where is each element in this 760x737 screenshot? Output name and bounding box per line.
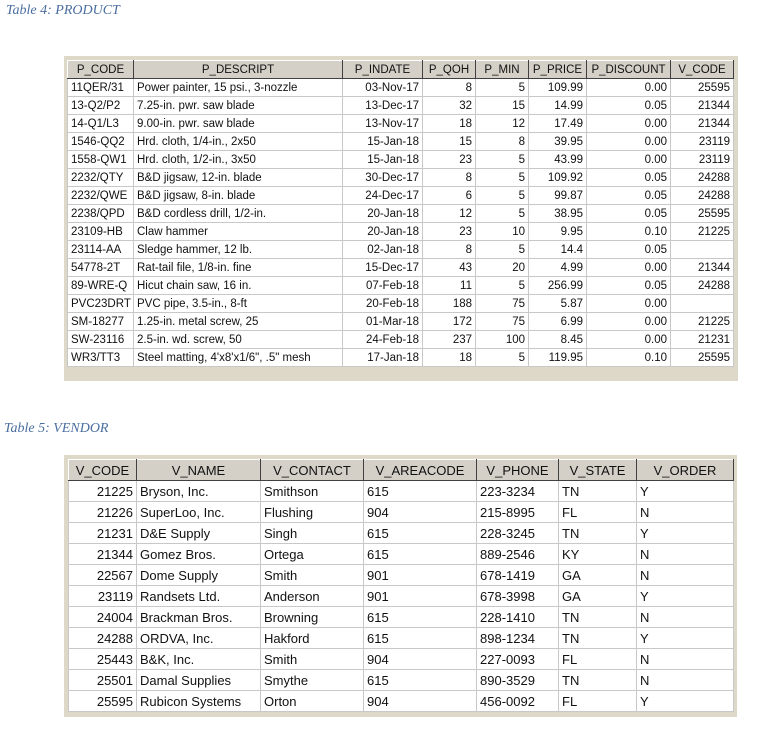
product-col-header: P_MIN xyxy=(476,61,529,79)
product-cell: 9.00-in. pwr. saw blade xyxy=(134,115,343,133)
vendor-cell: D&E Supply xyxy=(137,523,261,544)
vendor-cell: 678-1419 xyxy=(477,565,559,586)
product-cell: 18 xyxy=(423,349,476,367)
vendor-cell: 21231 xyxy=(69,523,137,544)
product-cell: 75 xyxy=(476,313,529,331)
vendor-cell: N xyxy=(637,544,734,565)
product-col-header: V_CODE xyxy=(671,61,734,79)
product-cell: 8 xyxy=(423,241,476,259)
product-cell: 0.00 xyxy=(587,259,671,277)
table-row xyxy=(69,607,734,628)
product-cell: 0.05 xyxy=(587,97,671,115)
product-cell: 1546-QQ2 xyxy=(68,133,134,151)
table-row xyxy=(68,151,734,169)
vendor-cell: Y xyxy=(637,586,734,607)
vendor-cell: Smith xyxy=(261,649,364,670)
table-row xyxy=(68,223,734,241)
product-cell: 30-Dec-17 xyxy=(343,169,423,187)
vendor-cell: 223-3234 xyxy=(477,481,559,502)
vendor-cell: N xyxy=(637,565,734,586)
product-cell: 17.49 xyxy=(529,115,587,133)
product-table-frame xyxy=(64,56,738,381)
product-cell: 24288 xyxy=(671,187,734,205)
product-cell: 15 xyxy=(423,133,476,151)
product-cell: PVC pipe, 3.5-in., 8-ft xyxy=(134,295,343,313)
vendor-cell: Smith xyxy=(261,565,364,586)
product-cell: 10 xyxy=(476,223,529,241)
vendor-col-header: V_CODE xyxy=(69,460,137,481)
vendor-cell: 901 xyxy=(364,586,477,607)
product-table xyxy=(67,60,734,367)
product-cell: 13-Dec-17 xyxy=(343,97,423,115)
vendor-cell: 21225 xyxy=(69,481,137,502)
product-cell: 15 xyxy=(476,97,529,115)
product-cell: 23119 xyxy=(671,151,734,169)
product-cell: 0.10 xyxy=(587,349,671,367)
product-cell xyxy=(671,241,734,259)
vendor-cell: 227-0093 xyxy=(477,649,559,670)
product-cell: Steel matting, 4'x8'x1/6", .5" mesh xyxy=(134,349,343,367)
vendor-cell: Ortega xyxy=(261,544,364,565)
product-cell: 21344 xyxy=(671,97,734,115)
table-row xyxy=(68,259,734,277)
product-cell: 43 xyxy=(423,259,476,277)
product-cell: 39.95 xyxy=(529,133,587,151)
vendor-cell: KY xyxy=(559,544,637,565)
product-header-row xyxy=(68,61,734,79)
vendor-cell: FL xyxy=(559,502,637,523)
product-cell: 18 xyxy=(423,115,476,133)
vendor-cell: 889-2546 xyxy=(477,544,559,565)
vendor-cell: 898-1234 xyxy=(477,628,559,649)
product-cell: 109.92 xyxy=(529,169,587,187)
vendor-cell: TN xyxy=(559,481,637,502)
product-cell: Rat-tail file, 1/8-in. fine xyxy=(134,259,343,277)
product-cell: 21225 xyxy=(671,223,734,241)
product-col-header: P_CODE xyxy=(68,61,134,79)
vendor-cell: 615 xyxy=(364,544,477,565)
product-cell: 14-Q1/L3 xyxy=(68,115,134,133)
table-row xyxy=(68,115,734,133)
product-cell: 0.05 xyxy=(587,169,671,187)
product-cell: 17-Jan-18 xyxy=(343,349,423,367)
vendor-cell: Anderson xyxy=(261,586,364,607)
table-row xyxy=(68,97,734,115)
product-cell: 25595 xyxy=(671,79,734,97)
product-cell: 8 xyxy=(423,169,476,187)
vendor-cell: 890-3529 xyxy=(477,670,559,691)
product-cell: Hrd. cloth, 1/4-in., 2x50 xyxy=(134,133,343,151)
product-col-header: P_QOH xyxy=(423,61,476,79)
vendor-cell: N xyxy=(637,670,734,691)
product-cell: 5 xyxy=(476,241,529,259)
product-cell: B&D cordless drill, 1/2-in. xyxy=(134,205,343,223)
product-cell: 32 xyxy=(423,97,476,115)
product-cell: 15-Jan-18 xyxy=(343,151,423,169)
product-col-header: P_INDATE xyxy=(343,61,423,79)
product-cell: 8 xyxy=(423,79,476,97)
vendor-col-header: V_PHONE xyxy=(477,460,559,481)
vendor-cell: N xyxy=(637,607,734,628)
vendor-cell: Browning xyxy=(261,607,364,628)
product-cell: 07-Feb-18 xyxy=(343,277,423,295)
vendor-cell: 615 xyxy=(364,670,477,691)
product-cell: 2238/QPD xyxy=(68,205,134,223)
product-cell: 100 xyxy=(476,331,529,349)
vendor-cell: 25501 xyxy=(69,670,137,691)
product-cell: 5 xyxy=(476,349,529,367)
vendor-cell: 21344 xyxy=(69,544,137,565)
vendor-cell: 904 xyxy=(364,691,477,712)
product-cell: 21344 xyxy=(671,115,734,133)
product-cell: 1.25-in. metal screw, 25 xyxy=(134,313,343,331)
product-cell: 0.00 xyxy=(587,313,671,331)
product-cell: 20-Jan-18 xyxy=(343,223,423,241)
table-row xyxy=(68,349,734,367)
product-cell: 20-Jan-18 xyxy=(343,205,423,223)
product-cell: 8 xyxy=(476,133,529,151)
product-cell: 0.00 xyxy=(587,115,671,133)
product-cell: 5 xyxy=(476,151,529,169)
table-row xyxy=(69,565,734,586)
vendor-cell: TN xyxy=(559,607,637,628)
vendor-col-header: V_AREACODE xyxy=(364,460,477,481)
product-cell: 5 xyxy=(476,169,529,187)
product-cell: 11QER/31 xyxy=(68,79,134,97)
product-cell: 109.99 xyxy=(529,79,587,97)
vendor-cell: 456-0092 xyxy=(477,691,559,712)
product-cell: 15-Dec-17 xyxy=(343,259,423,277)
vendor-cell: Y xyxy=(637,691,734,712)
vendor-cell: Hakford xyxy=(261,628,364,649)
product-cell: Hicut chain saw, 16 in. xyxy=(134,277,343,295)
vendor-cell: Y xyxy=(637,628,734,649)
table-row xyxy=(68,331,734,349)
product-cell: 43.99 xyxy=(529,151,587,169)
vendor-table xyxy=(68,459,734,712)
product-cell: 7.25-in. pwr. saw blade xyxy=(134,97,343,115)
vendor-cell: 25443 xyxy=(69,649,137,670)
vendor-cell: 215-8995 xyxy=(477,502,559,523)
vendor-cell: 22567 xyxy=(69,565,137,586)
vendor-cell: 228-3245 xyxy=(477,523,559,544)
vendor-cell: FL xyxy=(559,649,637,670)
product-cell: B&D jigsaw, 12-in. blade xyxy=(134,169,343,187)
product-cell: 8.45 xyxy=(529,331,587,349)
product-cell: 38.95 xyxy=(529,205,587,223)
product-cell: 5 xyxy=(476,277,529,295)
product-cell: 0.05 xyxy=(587,277,671,295)
vendor-cell: Singh xyxy=(261,523,364,544)
vendor-table-caption: Table 5: VENDOR xyxy=(4,421,109,436)
table-row xyxy=(69,502,734,523)
product-cell: 2232/QTY xyxy=(68,169,134,187)
table-row xyxy=(69,628,734,649)
product-cell: 11 xyxy=(423,277,476,295)
product-cell: 13-Nov-17 xyxy=(343,115,423,133)
product-cell: PVC23DRT xyxy=(68,295,134,313)
product-cell: B&D jigsaw, 8-in. blade xyxy=(134,187,343,205)
vendor-cell: Smythe xyxy=(261,670,364,691)
vendor-cell: TN xyxy=(559,670,637,691)
vendor-cell: Y xyxy=(637,523,734,544)
table-row xyxy=(69,523,734,544)
table-row xyxy=(69,481,734,502)
vendor-header-row xyxy=(69,460,734,481)
product-cell: SW-23116 xyxy=(68,331,134,349)
table-row xyxy=(68,79,734,97)
product-cell: 14.4 xyxy=(529,241,587,259)
vendor-cell: 678-3998 xyxy=(477,586,559,607)
product-cell: 0.10 xyxy=(587,223,671,241)
product-cell: 89-WRE-Q xyxy=(68,277,134,295)
product-cell: 5 xyxy=(476,205,529,223)
product-cell: Power painter, 15 psi., 3-nozzle xyxy=(134,79,343,97)
vendor-cell: 615 xyxy=(364,481,477,502)
vendor-cell: FL xyxy=(559,691,637,712)
vendor-cell: 23119 xyxy=(69,586,137,607)
product-cell: 02-Jan-18 xyxy=(343,241,423,259)
product-cell: 23114-AA xyxy=(68,241,134,259)
vendor-cell: 615 xyxy=(364,607,477,628)
table-row xyxy=(69,544,734,565)
product-cell: 0.00 xyxy=(587,133,671,151)
product-cell: 172 xyxy=(423,313,476,331)
vendor-cell: Bryson, Inc. xyxy=(137,481,261,502)
product-cell: 2232/QWE xyxy=(68,187,134,205)
product-cell: 03-Nov-17 xyxy=(343,79,423,97)
product-cell: 12 xyxy=(476,115,529,133)
product-cell: 23 xyxy=(423,223,476,241)
product-cell: 23 xyxy=(423,151,476,169)
vendor-cell: 901 xyxy=(364,565,477,586)
product-cell: 0.05 xyxy=(587,187,671,205)
vendor-cell: Gomez Bros. xyxy=(137,544,261,565)
vendor-cell: 24288 xyxy=(69,628,137,649)
vendor-col-header: V_CONTACT xyxy=(261,460,364,481)
product-cell: 237 xyxy=(423,331,476,349)
product-cell: Sledge hammer, 12 lb. xyxy=(134,241,343,259)
product-cell xyxy=(671,295,734,313)
product-col-header: P_DESCRIPT xyxy=(134,61,343,79)
product-cell: 0.00 xyxy=(587,79,671,97)
vendor-cell: GA xyxy=(559,586,637,607)
table-row xyxy=(68,133,734,151)
product-cell: 188 xyxy=(423,295,476,313)
product-cell: 0.05 xyxy=(587,205,671,223)
product-cell: 5 xyxy=(476,187,529,205)
vendor-cell: GA xyxy=(559,565,637,586)
vendor-cell: Orton xyxy=(261,691,364,712)
table-row xyxy=(68,187,734,205)
product-cell: 1558-QW1 xyxy=(68,151,134,169)
product-cell: 6.99 xyxy=(529,313,587,331)
product-cell: 5 xyxy=(476,79,529,97)
vendor-cell: TN xyxy=(559,523,637,544)
product-cell: 4.99 xyxy=(529,259,587,277)
vendor-cell: 21226 xyxy=(69,502,137,523)
product-table-caption: Table 4: PRODUCT xyxy=(6,3,120,18)
table-row xyxy=(68,169,734,187)
product-cell: Hrd. cloth, 1/2-in., 3x50 xyxy=(134,151,343,169)
vendor-cell: Brackman Bros. xyxy=(137,607,261,628)
vendor-cell: 615 xyxy=(364,628,477,649)
product-cell: 24-Feb-18 xyxy=(343,331,423,349)
vendor-cell: Damal Supplies xyxy=(137,670,261,691)
product-cell: 23119 xyxy=(671,133,734,151)
product-cell: 25595 xyxy=(671,205,734,223)
product-cell: 13-Q2/P2 xyxy=(68,97,134,115)
table-row xyxy=(68,241,734,259)
product-cell: 24288 xyxy=(671,169,734,187)
vendor-col-header: V_NAME xyxy=(137,460,261,481)
vendor-cell: Smithson xyxy=(261,481,364,502)
product-cell: 0.00 xyxy=(587,331,671,349)
product-cell: 21225 xyxy=(671,313,734,331)
product-cell: 54778-2T xyxy=(68,259,134,277)
vendor-cell: N xyxy=(637,649,734,670)
vendor-col-header: V_STATE xyxy=(559,460,637,481)
vendor-cell: 228-1410 xyxy=(477,607,559,628)
table-row xyxy=(68,205,734,223)
product-cell: 25595 xyxy=(671,349,734,367)
product-cell: 12 xyxy=(423,205,476,223)
vendor-cell: Randsets Ltd. xyxy=(137,586,261,607)
vendor-cell: Rubicon Systems xyxy=(137,691,261,712)
product-cell: 20-Feb-18 xyxy=(343,295,423,313)
product-cell: 20 xyxy=(476,259,529,277)
vendor-col-header: V_ORDER xyxy=(637,460,734,481)
table-row xyxy=(69,649,734,670)
product-cell: 24288 xyxy=(671,277,734,295)
vendor-cell: N xyxy=(637,502,734,523)
product-cell: 6 xyxy=(423,187,476,205)
product-cell: 01-Mar-18 xyxy=(343,313,423,331)
vendor-cell: 24004 xyxy=(69,607,137,628)
vendor-cell: Flushing xyxy=(261,502,364,523)
product-col-header: P_PRICE xyxy=(529,61,587,79)
vendor-cell: Y xyxy=(637,481,734,502)
product-cell: 5.87 xyxy=(529,295,587,313)
product-cell: 23109-HB xyxy=(68,223,134,241)
vendor-cell: 904 xyxy=(364,502,477,523)
product-cell: 14.99 xyxy=(529,97,587,115)
product-cell: 256.99 xyxy=(529,277,587,295)
vendor-cell: SuperLoo, Inc. xyxy=(137,502,261,523)
vendor-cell: 615 xyxy=(364,523,477,544)
table-row xyxy=(69,691,734,712)
product-cell: 119.95 xyxy=(529,349,587,367)
vendor-cell: Dome Supply xyxy=(137,565,261,586)
table-row xyxy=(68,277,734,295)
product-cell: 15-Jan-18 xyxy=(343,133,423,151)
product-cell: SM-18277 xyxy=(68,313,134,331)
product-cell: 0.00 xyxy=(587,295,671,313)
product-cell: 21231 xyxy=(671,331,734,349)
vendor-cell: ORDVA, Inc. xyxy=(137,628,261,649)
table-row xyxy=(68,295,734,313)
table-row xyxy=(68,313,734,331)
product-cell: 0.05 xyxy=(587,241,671,259)
vendor-cell: 904 xyxy=(364,649,477,670)
vendor-cell: TN xyxy=(559,628,637,649)
table-row xyxy=(69,586,734,607)
vendor-cell: 25595 xyxy=(69,691,137,712)
product-cell: WR3/TT3 xyxy=(68,349,134,367)
product-cell: 75 xyxy=(476,295,529,313)
product-cell: 2.5-in. wd. screw, 50 xyxy=(134,331,343,349)
product-col-header: P_DISCOUNT xyxy=(587,61,671,79)
product-cell: 0.00 xyxy=(587,151,671,169)
vendor-table-frame xyxy=(64,455,737,717)
product-cell: 9.95 xyxy=(529,223,587,241)
product-cell: 99.87 xyxy=(529,187,587,205)
product-cell: 24-Dec-17 xyxy=(343,187,423,205)
product-cell: Claw hammer xyxy=(134,223,343,241)
product-cell: 21344 xyxy=(671,259,734,277)
table-row xyxy=(69,670,734,691)
vendor-cell: B&K, Inc. xyxy=(137,649,261,670)
